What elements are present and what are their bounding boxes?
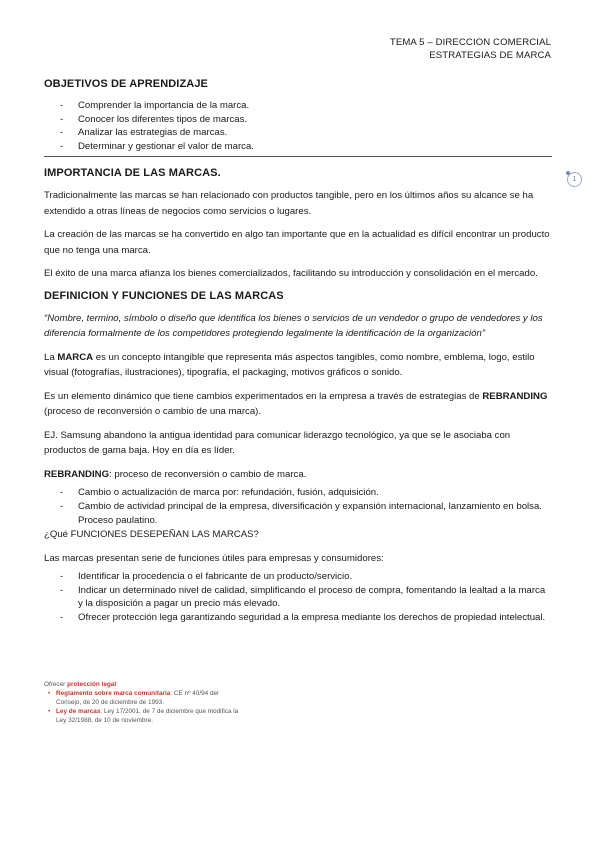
- section-divider: [44, 156, 552, 157]
- text: : proceso de reconversión o cambio de marca.: [109, 468, 307, 480]
- list-item: - Comprender la importancia de la marca.: [44, 99, 552, 113]
- document-body: [44, 78, 552, 625]
- text: Ofrecer: [44, 681, 68, 688]
- text: :: [116, 681, 118, 688]
- bold-term: REBRANDING: [482, 390, 548, 402]
- list-item: - Cambio de actividad principal de la empresa, diversificación y expansión internacional, lanzamiento en bolsa. Proceso paulatino.: [44, 500, 552, 527]
- objetivos-heading: OBJETIVOS DE APRENDIZAJE: [44, 78, 208, 90]
- text: : Ley 17/2001, de 7 de diciembre que modifica la Ley 32/1988, de 10 de noviembre.: [56, 708, 239, 724]
- page-comment-badge[interactable]: [567, 172, 582, 187]
- text: : CE nº 40/94 del Consejo, de 20 de diciembre de 1993.: [56, 690, 219, 706]
- bold-term: MARCA: [57, 351, 94, 363]
- list-item: - Ofrecer protección lega garantizando seguridad a la empresa mediante los derechos de propiedad intelectual.: [44, 611, 552, 625]
- paragraph: [44, 350, 552, 381]
- text: (proceso de reconversión o cambio de una marca).: [44, 406, 262, 418]
- funciones-list: [44, 570, 552, 624]
- page-badge-number: 1: [572, 176, 577, 183]
- paragraph: [44, 389, 552, 420]
- list-item: - Indicar un determinado nivel de calidad, simplificando el proceso de compra, fomentando la lealtad a la marca y la disposición a pagar un precio más elevado.: [44, 584, 552, 611]
- example-paragraph: EJ. Samsung abandono la antigua identidad para comunicar liderazgo tecnológico, ya que se le asociaba con productos de gama baja. Hoy en día es líder.: [44, 429, 511, 457]
- bold-term: REBRANDING: [44, 468, 110, 480]
- paragraph: [44, 467, 552, 483]
- list-item: - Cambio o actualización de marca por: refundación, fusión, adquisición.: [44, 486, 552, 500]
- paragraph: La creación de las marcas se ha convertido en algo tan importante que en la actualidad es difícil encontrar un producto que no tenga una marca.: [44, 229, 550, 256]
- definicion-heading: DEFINICION Y FUNCIONES DE LAS MARCAS: [44, 289, 284, 302]
- page-header: [390, 36, 551, 62]
- rebranding-list: [44, 486, 552, 527]
- legal-title: [44, 680, 244, 689]
- legal-clipping-image: [44, 680, 244, 725]
- text: La: [44, 351, 58, 363]
- list-item: - Identificar la procedencia o el fabricante de un producto/servicio.: [44, 570, 552, 584]
- paragraph: El éxito de una marca afianza los bienes comercializados, facilitando su introducción y consolidación en el mercado.: [44, 268, 538, 280]
- header-subtitle: ESTRATEGIAS DE MARCA: [429, 50, 551, 61]
- text: protección legal: [67, 681, 117, 688]
- definition-quote: “Nombre, termino, símbolo o diseño que identifica los bienes o servicios de un vendedor o grupo de vendedores y los diferencia formalmente de los competidores protegiendo legalmente la identificación de la organización”: [44, 312, 543, 340]
- funciones-question: ¿Qué FUNCIONES DESEPEÑAN LAS MARCAS?: [44, 529, 259, 541]
- list-item: [44, 689, 244, 707]
- paragraph: Tradicionalmente las marcas se han relacionado con productos tangible, pero en los últimos años su alcance se ha extendido a otras líneas de negocios como servicios o lugares.: [44, 190, 534, 217]
- text: es un concepto intangible que representa más aspectos tangibles, como nombre, emblema, logo, estilo visual (fotografías, ilustraciones), tipografía, el packaging, motivos gráficos o sonido.: [44, 351, 535, 379]
- text: Es un elemento dinámico que tiene cambios experimentados en la empresa a través de estrategias de: [44, 390, 483, 402]
- legal-list: [44, 689, 244, 725]
- list-item: [44, 707, 244, 725]
- paragraph: Las marcas presentan serie de funciones útiles para empresas y consumidores:: [44, 552, 384, 564]
- header-topic: TEMA 5 – DIRECCION COMERCIAL: [389, 37, 551, 48]
- text: Ley de marcas: [56, 708, 101, 715]
- list-item: - Determinar y gestionar el valor de marca.: [44, 140, 552, 154]
- objetivos-list: [44, 99, 552, 153]
- importancia-heading: IMPORTANCIA DE LAS MARCAS.: [44, 167, 221, 180]
- list-item: - Analizar las estrategias de marcas.: [44, 126, 552, 140]
- text: Reglamento sobre marca comunitaria: [56, 690, 171, 697]
- list-item: - Conocer los diferentes tipos de marcas.: [44, 113, 552, 127]
